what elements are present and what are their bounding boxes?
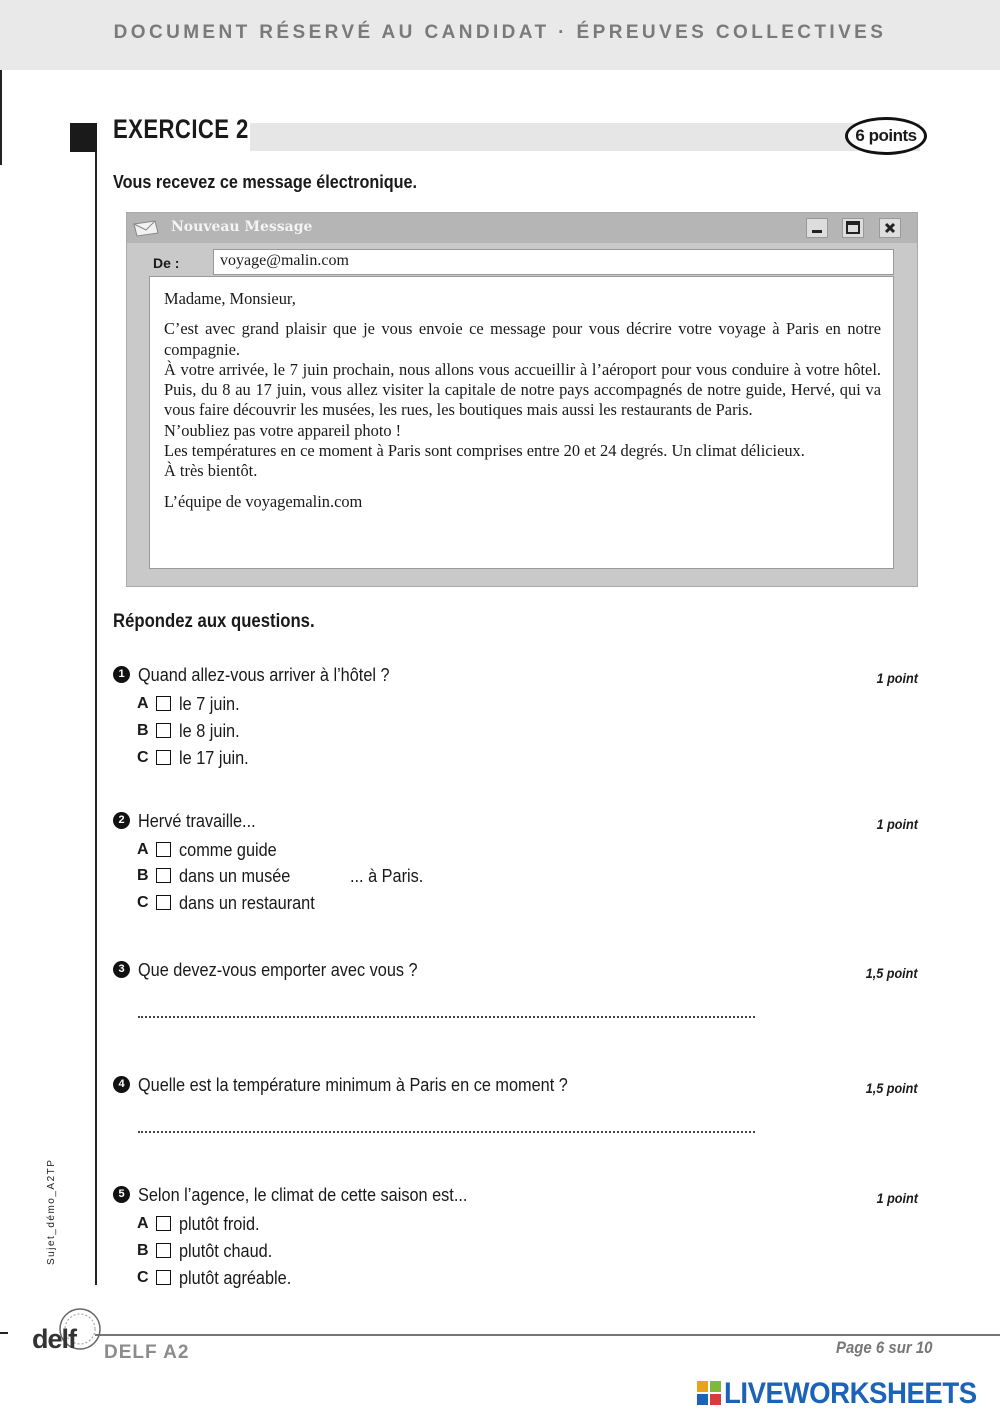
- question-number: 3: [113, 961, 130, 978]
- question-number: 4: [113, 1076, 130, 1093]
- footer-rule-left: [0, 1332, 8, 1334]
- maximize-icon: [843, 219, 863, 237]
- close-icon: [880, 219, 900, 237]
- option-letter: C: [137, 749, 149, 766]
- left-margin-line: [0, 70, 2, 165]
- question-points: 1 point: [876, 1190, 918, 1206]
- email-paragraph: À votre arrivée, le 7 juin prochain, nous allons vous accueillir à l’aéroport pour vous conduire à votre hôtel. Puis, du 8 au 17 juin, vous allez visiter la capitale de notre pays accompagnés de notre guide, Hervé, qui va vous faire découvrir les musées, les rues, les boutiques mais aussi les restaurants de Paris.: [164, 359, 881, 420]
- maximize-button[interactable]: [842, 218, 864, 238]
- option-letter: A: [137, 1215, 149, 1232]
- liveworksheets-wordmark: LIVEWORKSHEETS: [724, 1377, 977, 1410]
- from-field[interactable]: voyage@malin.com: [213, 249, 894, 275]
- question-points: 1 point: [876, 816, 918, 832]
- question-text: Selon l’agence, le climat de cette saison est...: [138, 1184, 468, 1205]
- option-letter: C: [137, 1269, 149, 1286]
- header-banner-text: DOCUMENT RÉSERVÉ AU CANDIDAT · ÉPREUVES COLLECTIVES: [113, 22, 887, 43]
- email-signature: L’équipe de voyagemalin.com: [164, 491, 363, 511]
- minimize-button[interactable]: [806, 218, 828, 238]
- question-points: 1 point: [876, 670, 918, 686]
- option-checkbox[interactable]: [156, 868, 171, 883]
- question-text: Que devez-vous emporter avec vous ?: [138, 959, 418, 980]
- question-points: 1,5 point: [866, 965, 918, 981]
- exercise-title-bar: [250, 123, 920, 151]
- email-window: [126, 212, 918, 587]
- email-paragraph: Les températures en ce moment à Paris sont comprises entre 20 et 24 degrés. Un climat délicieux.: [164, 441, 805, 461]
- question-text: Quelle est la température minimum à Paris en ce moment ?: [138, 1074, 568, 1095]
- question-number: 2: [113, 812, 130, 829]
- option-label: le 8 juin.: [179, 720, 240, 741]
- option-label: le 17 juin.: [179, 747, 249, 768]
- option-label: plutôt agréable.: [179, 1267, 292, 1288]
- envelope-icon: [133, 220, 159, 237]
- option-label: dans un musée: [179, 865, 291, 886]
- option-letter: A: [137, 841, 149, 858]
- option-checkbox[interactable]: [156, 750, 171, 765]
- option-letter: A: [137, 695, 149, 712]
- option-checkbox[interactable]: [156, 1243, 171, 1258]
- close-button[interactable]: [879, 218, 901, 238]
- option-label: le 7 juin.: [179, 693, 240, 714]
- exam-level: DELF A2: [104, 1342, 190, 1363]
- question-number: 5: [113, 1186, 130, 1203]
- option-label: plutôt chaud.: [179, 1240, 273, 1261]
- side-label: Sujet_démo_A2TP: [46, 1158, 57, 1265]
- email-window-title: Nouveau Message: [171, 219, 313, 235]
- option-letter: B: [137, 867, 149, 884]
- question-points: 1,5 point: [866, 1080, 918, 1096]
- email-paragraph: À très bientôt.: [164, 461, 258, 481]
- option-checkbox[interactable]: [156, 842, 171, 857]
- answer-line[interactable]: [138, 1130, 755, 1133]
- email-paragraph: N’oubliez pas votre appareil photo !: [164, 420, 402, 440]
- page-number: Page 6 sur 10: [836, 1338, 933, 1357]
- question-text: Quand allez-vous arriver à l’hôtel ?: [138, 664, 390, 685]
- header-band: [0, 0, 1000, 70]
- delf-logo-text: delf: [32, 1324, 77, 1354]
- exercise-intro: Vous recevez ce message électronique.: [113, 172, 418, 192]
- exercise-marker: [70, 123, 97, 152]
- question-number: 1: [113, 666, 130, 683]
- option-letter: B: [137, 722, 149, 739]
- minimize-icon: [807, 219, 827, 237]
- content-margin-line: [95, 150, 97, 1285]
- questions-heading: Répondez aux questions.: [113, 611, 315, 632]
- from-label: De :: [153, 255, 180, 271]
- liveworksheets-logo[interactable]: [697, 1377, 997, 1409]
- option-label: dans un restaurant: [179, 892, 315, 913]
- option-checkbox[interactable]: [156, 1270, 171, 1285]
- answer-line[interactable]: [138, 1015, 755, 1018]
- option-label: plutôt froid.: [179, 1213, 260, 1234]
- option-checkbox[interactable]: [156, 696, 171, 711]
- option-letter: C: [137, 894, 149, 911]
- email-greeting: Madame, Monsieur,: [164, 289, 296, 308]
- question-suffix: ... à Paris.: [350, 865, 424, 886]
- exercise-title: EXERCICE 2: [113, 114, 249, 144]
- footer-rule: [95, 1334, 1000, 1336]
- option-checkbox[interactable]: [156, 723, 171, 738]
- question-text: Hervé travaille...: [138, 810, 256, 831]
- option-label: comme guide: [179, 839, 277, 860]
- email-body: [149, 276, 894, 569]
- liveworksheets-icon: [697, 1381, 721, 1405]
- email-paragraph: C’est avec grand plaisir que je vous envoie ce message pour vous décrire votre voyage à Paris en notre compagnie.: [164, 319, 881, 359]
- email-window-titlebar[interactable]: [127, 213, 917, 243]
- option-checkbox[interactable]: [156, 895, 171, 910]
- points-badge: 6 points: [845, 117, 927, 155]
- option-checkbox[interactable]: [156, 1216, 171, 1231]
- option-letter: B: [137, 1242, 149, 1259]
